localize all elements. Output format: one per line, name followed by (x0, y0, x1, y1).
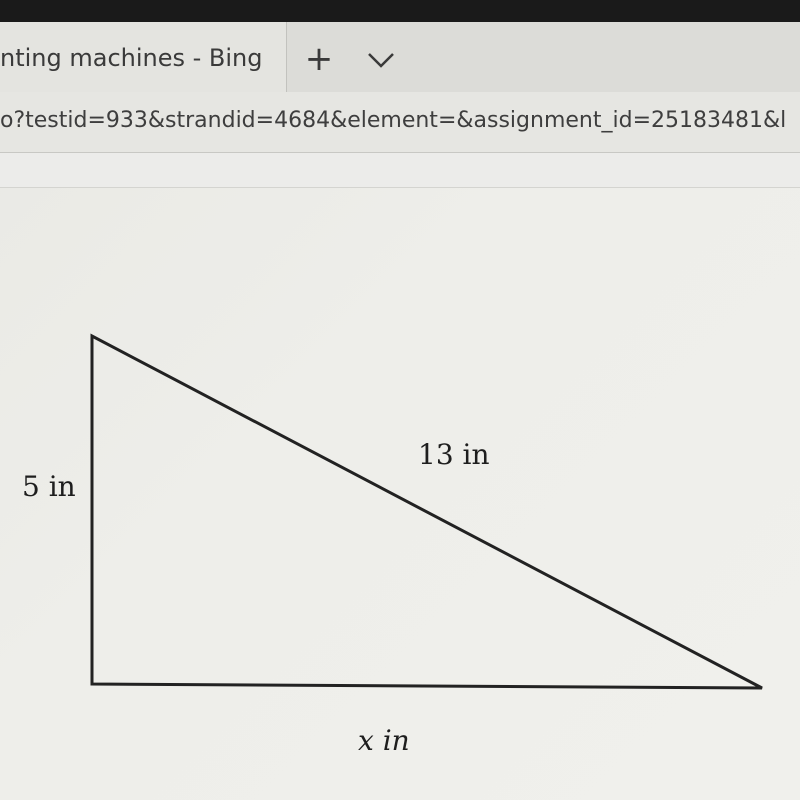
browser-tab[interactable] (0, 22, 287, 92)
vertical-leg-label: 5 in (22, 470, 76, 503)
url-text[interactable]: o?testid=933&strandid=4684&element=&assignment_id=25183481&l (0, 108, 787, 133)
triangle-figure (0, 188, 800, 800)
page-content (0, 188, 800, 800)
right-triangle (92, 336, 762, 688)
page-header-strip (0, 153, 800, 188)
hypotenuse-label: 13 in (418, 438, 490, 471)
browser-screen (0, 22, 800, 800)
tab-list-button[interactable] (366, 46, 396, 74)
horizontal-leg-label: x in (358, 724, 410, 757)
new-tab-button[interactable]: + (304, 39, 334, 79)
tab-bar (0, 22, 800, 92)
tab-title: nting machines - Bing (0, 44, 263, 72)
chevron-down-icon (366, 46, 396, 74)
address-bar[interactable] (0, 92, 800, 153)
